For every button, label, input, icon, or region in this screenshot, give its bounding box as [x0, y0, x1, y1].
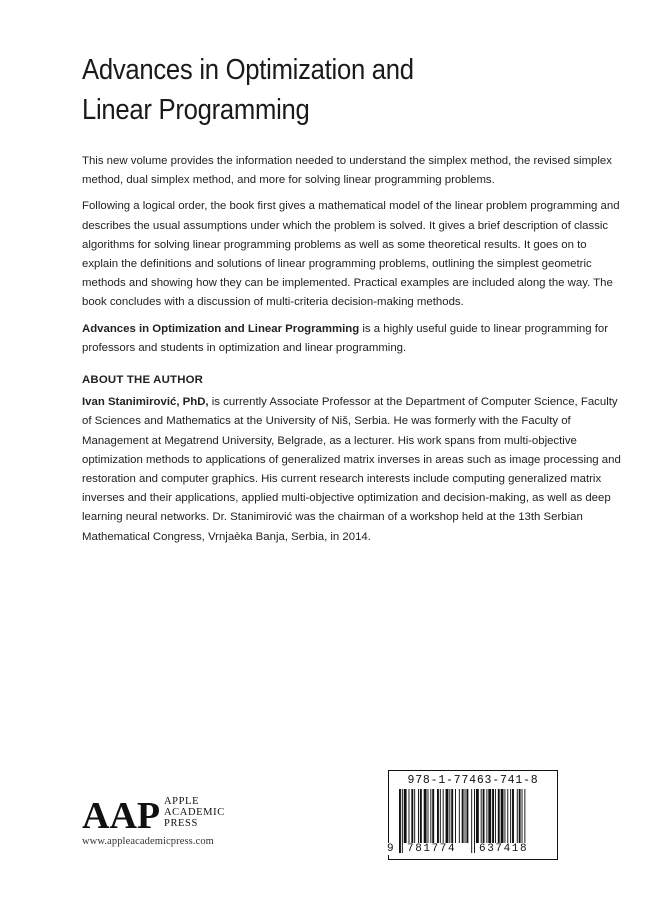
- barcode-bar: [466, 789, 468, 843]
- barcode-digit-first: 9: [387, 843, 396, 855]
- publisher-name-line-2: ACADEMIC: [164, 807, 225, 818]
- barcode-bar: [449, 789, 450, 843]
- author-name: Ivan Stanimirović, PhD,: [82, 396, 209, 409]
- barcode-bar: [440, 789, 441, 843]
- barcode-bar: [507, 789, 508, 843]
- barcode-digits-left: 781774: [407, 843, 457, 855]
- logo-mark-letters: AAP: [82, 795, 160, 834]
- publisher-name-line-1: APPLE: [164, 796, 200, 807]
- barcode-bar: [418, 789, 419, 843]
- barcode-bar: [446, 789, 449, 843]
- barcode-bar: [411, 789, 413, 843]
- barcode-bar: [519, 789, 521, 843]
- barcode-bar: [486, 789, 487, 843]
- barcode-bar: [399, 789, 401, 853]
- summary-book-title: Advances in Optimization and Linear Programming: [82, 322, 360, 335]
- barcode-bar: [451, 789, 453, 843]
- barcode-bar: [455, 789, 456, 843]
- barcode-bar: [432, 789, 434, 843]
- summary-text: is a highly useful guide to linear programming for professors and students in optimization and linear programming.: [82, 322, 609, 354]
- barcode-bar: [462, 789, 464, 843]
- publisher-url: www.appleacademicpress.com: [82, 836, 214, 847]
- barcode-bar: [522, 789, 523, 843]
- barcode-bar: [498, 789, 500, 843]
- barcode-bar: [495, 789, 496, 843]
- barcode-bar: [420, 789, 422, 843]
- summary-paragraph: [82, 320, 622, 358]
- barcode-bar: [414, 789, 415, 843]
- barcode-bar: [517, 789, 518, 843]
- aap-logo-mark: [82, 794, 160, 834]
- intro-paragraph: This new volume provides the information needed to understand the simplex method, the revised simplex method, dual simplex method, and more for solving linear programming problems.: [82, 155, 612, 187]
- barcode-bar: [474, 789, 475, 853]
- barcode-bar: [492, 789, 494, 843]
- barcode-bar: [404, 789, 407, 843]
- barcode-bar: [437, 789, 439, 843]
- publisher-name: [164, 796, 225, 829]
- about-author-heading: ABOUT THE AUTHOR: [82, 374, 204, 387]
- barcode-bar: [488, 789, 491, 843]
- barcode-bar: [465, 789, 466, 843]
- barcode-bar: [504, 789, 505, 843]
- publisher-name-line-3: PRESS: [164, 818, 198, 829]
- isbn-barcode: [388, 770, 558, 860]
- barcode-bar: [424, 789, 427, 843]
- barcode-digits-right: 637418: [479, 843, 529, 855]
- book-title-line-1: Advances in Optimization and: [82, 54, 414, 86]
- blurb: [82, 152, 622, 554]
- book-title: [82, 50, 550, 130]
- barcode-bar: [510, 789, 511, 843]
- barcode-bar: [512, 789, 514, 843]
- barcode-bar: [459, 789, 460, 843]
- barcode-bar: [501, 789, 504, 843]
- barcode-bar: [476, 789, 479, 843]
- barcode-bar: [483, 789, 485, 843]
- barcode-bar: [524, 789, 525, 843]
- barcode-bar: [430, 789, 431, 843]
- barcode-bar: [481, 789, 482, 843]
- barcode-bar: [428, 789, 429, 843]
- description-paragraph: Following a logical order, the book first gives a mathematical model of the linear problem programming and describes the usual assumptions under which the problem is solved. It gives a brief description of classic algorithms for solving linear programming problems as well as some theoretical results. It goes on to explain the definitions and solutions of linear programming problems, outlining the simplest geometric methods and showing how they can be implemented. Practical examples are included along the way. The book concludes with a discussion of multi-criteria decision-making methods.: [82, 200, 620, 309]
- barcode-bar: [409, 789, 410, 843]
- barcode-bar: [402, 789, 403, 853]
- barcode-bar: [471, 789, 472, 853]
- author-bio-text: is currently Associate Professor at the Department of Computer Science, Faculty of Sciences and Mathematics at the University of Niš, Serbia. He was formerly with the Faculty of Management at Megatrend University, Belgrade, as a lecturer. His work spans from multi-objective optimization methods to applications of generalized matrix inverses in areas such as image processing and restoration and computer graphics. His current research interests include computing generalized matrix inverses and their applications, applied multi-objective optimization and decision-making, as well as deep learning neural networks. Dr. Stanimirović was the chairman of a workshop held at the 13th Serbian Mathematical Congress, Vrnjaèka Banja, Serbia, in 2014.: [82, 396, 621, 543]
- author-bio: [82, 393, 622, 547]
- barcode-bar: [443, 789, 444, 843]
- isbn-number: 978-1-77463-741-8: [407, 774, 539, 787]
- book-title-line-2: Linear Programming: [82, 94, 310, 126]
